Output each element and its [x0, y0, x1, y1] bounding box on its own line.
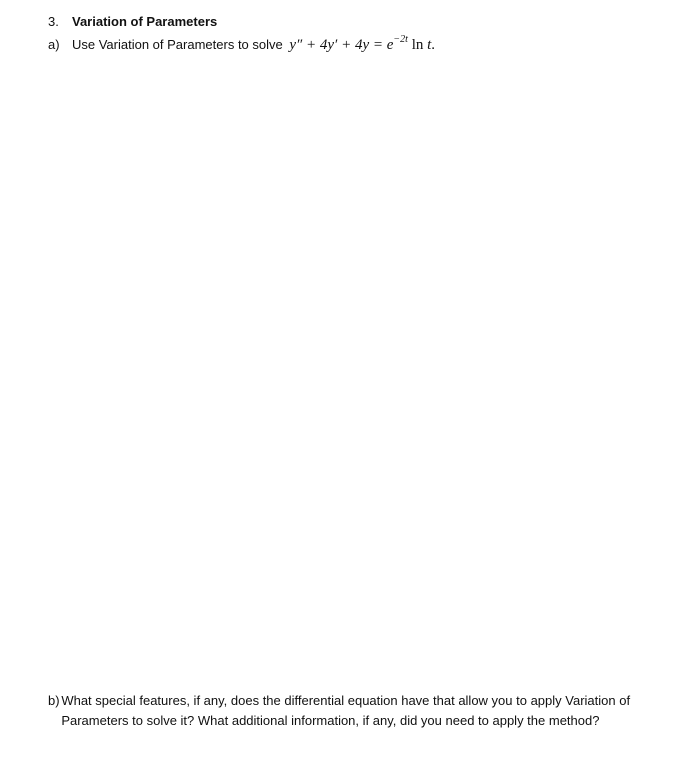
part-a-question: [48, 34, 436, 55]
part-a-prompt: Use Variation of Parameters to solve: [72, 37, 283, 52]
problem-heading: [48, 14, 217, 30]
equation-exponent: −2t: [393, 34, 408, 45]
part-a-label: a): [48, 37, 60, 52]
equation-variable: t: [423, 37, 432, 53]
equation-lhs: y″ + 4y′ + 4y = e: [289, 37, 394, 53]
problem-title: Variation of Parameters: [72, 14, 218, 29]
differential-equation: [289, 34, 436, 53]
part-b-label: b): [48, 693, 60, 708]
part-b-text: What special features, if any, does the differential equation have that allow you to apply Variation of Parameters to solve it? What additional information, if any, did you need to apply the method?: [61, 693, 631, 728]
equation-log: ln: [407, 37, 424, 53]
problem-number: 3.: [48, 14, 59, 29]
part-b-question: [48, 691, 678, 731]
equation-period: .: [431, 37, 436, 53]
